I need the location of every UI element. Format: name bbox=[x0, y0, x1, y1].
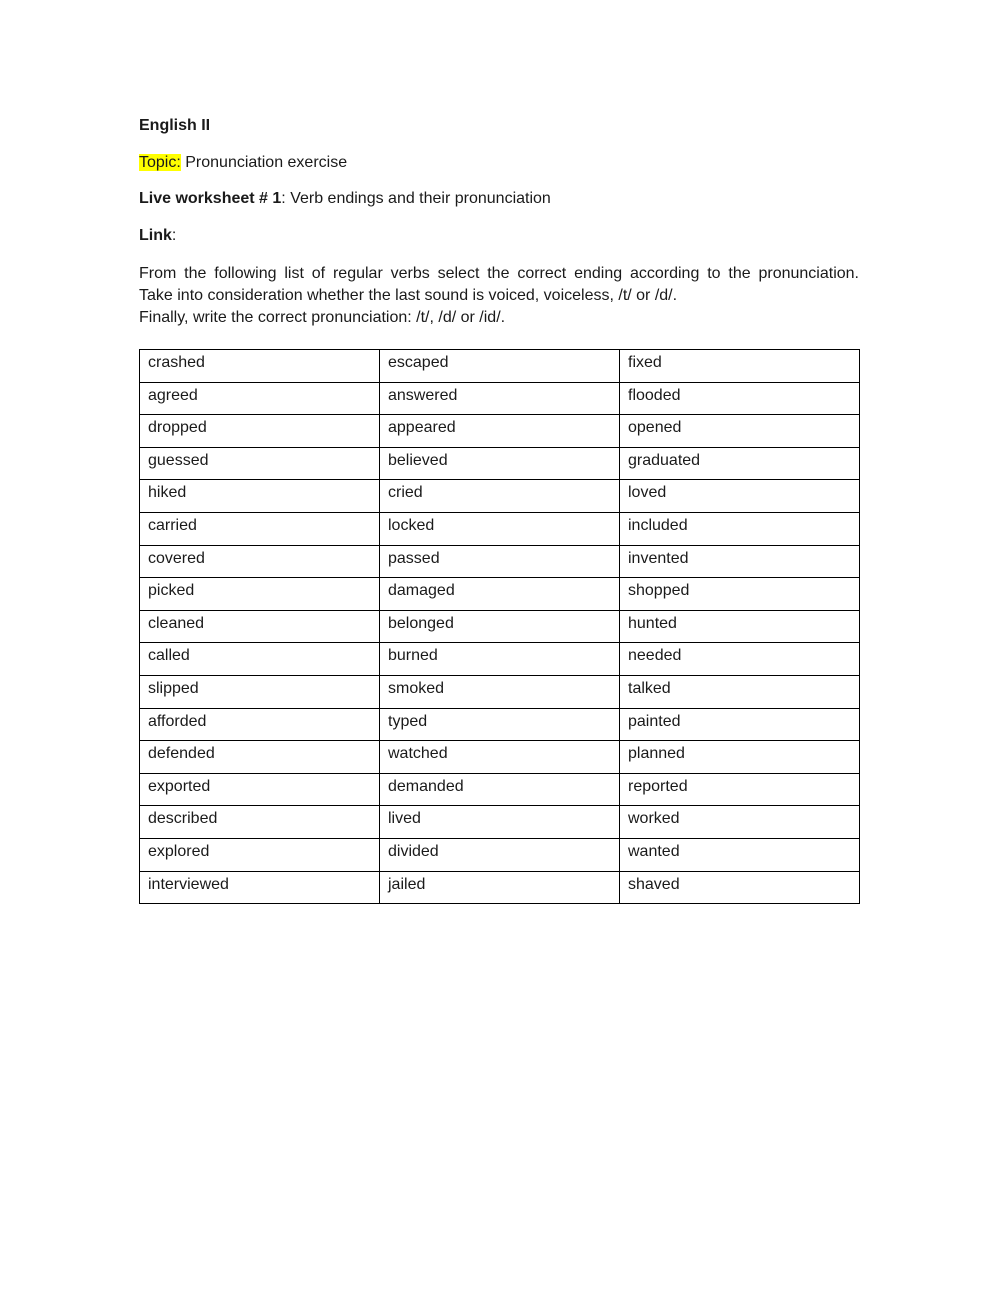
table-cell bbox=[380, 512, 620, 545]
table-cell bbox=[380, 741, 620, 774]
table-cell bbox=[140, 415, 380, 448]
verb-text: watched bbox=[388, 745, 448, 763]
table-row bbox=[140, 610, 860, 643]
table-cell bbox=[380, 708, 620, 741]
verb-text: belonged bbox=[388, 614, 454, 632]
verb-text: painted bbox=[628, 712, 681, 730]
verb-text: hunted bbox=[628, 614, 677, 632]
table-cell bbox=[620, 773, 860, 806]
table-cell bbox=[620, 447, 860, 480]
verb-text: invented bbox=[628, 549, 689, 567]
table-cell bbox=[140, 610, 380, 643]
table-cell bbox=[140, 545, 380, 578]
table-row bbox=[140, 480, 860, 513]
table-cell bbox=[620, 610, 860, 643]
verb-text: defended bbox=[148, 745, 215, 763]
verb-text: appeared bbox=[388, 419, 456, 437]
verb-text: called bbox=[148, 647, 190, 665]
table-cell bbox=[380, 871, 620, 904]
verb-text: wanted bbox=[628, 842, 680, 860]
table-cell bbox=[380, 578, 620, 611]
verb-text: graduated bbox=[628, 451, 701, 469]
table-row bbox=[140, 871, 860, 904]
verb-text: afforded bbox=[148, 712, 207, 730]
verb-text: shopped bbox=[628, 582, 690, 600]
table-cell bbox=[140, 773, 380, 806]
table-cell bbox=[380, 545, 620, 578]
table-cell bbox=[140, 741, 380, 774]
table-cell bbox=[620, 350, 860, 383]
table-cell bbox=[380, 773, 620, 806]
topic-value: Pronunciation exercise bbox=[180, 154, 348, 171]
verb-text: demanded bbox=[388, 777, 464, 795]
link-line bbox=[139, 226, 176, 246]
verb-text: damaged bbox=[388, 582, 455, 600]
verb-text: jailed bbox=[388, 875, 426, 893]
table-cell bbox=[140, 480, 380, 513]
table-cell bbox=[620, 382, 860, 415]
verb-text: believed bbox=[388, 451, 448, 469]
table-cell bbox=[380, 480, 620, 513]
verb-text: guessed bbox=[148, 451, 209, 469]
verb-text: carried bbox=[148, 516, 197, 534]
verb-text: escaped bbox=[388, 354, 449, 371]
table-row bbox=[140, 708, 860, 741]
table-cell bbox=[380, 643, 620, 676]
table-cell bbox=[140, 643, 380, 676]
verb-text: cleaned bbox=[148, 614, 205, 632]
verb-table bbox=[139, 349, 860, 904]
table-cell bbox=[380, 447, 620, 480]
verb-text: smoked bbox=[388, 679, 445, 697]
verb-text: worked bbox=[628, 810, 680, 828]
table-row bbox=[140, 773, 860, 806]
verb-text: cried bbox=[388, 484, 423, 502]
instructions-line-3: Finally, write the correct pronunciation: /t/, /d/ or /id/. bbox=[139, 309, 506, 326]
table-cell bbox=[620, 643, 860, 676]
table-cell bbox=[380, 350, 620, 383]
table-cell bbox=[380, 675, 620, 708]
table-row bbox=[140, 512, 860, 545]
table-cell bbox=[140, 578, 380, 611]
verb-text: passed bbox=[388, 549, 440, 567]
table-cell bbox=[620, 708, 860, 741]
verb-text: reported bbox=[628, 777, 688, 795]
table-cell bbox=[140, 838, 380, 871]
link-suffix: : bbox=[171, 227, 177, 244]
verb-text: exported bbox=[148, 777, 211, 795]
table-cell bbox=[620, 838, 860, 871]
table-cell bbox=[140, 675, 380, 708]
verb-text: explored bbox=[148, 842, 210, 860]
table-cell bbox=[620, 578, 860, 611]
table-cell bbox=[620, 512, 860, 545]
table-row bbox=[140, 806, 860, 839]
verb-text: dropped bbox=[148, 419, 207, 437]
table-cell bbox=[380, 806, 620, 839]
table-cell bbox=[140, 447, 380, 480]
instructions bbox=[139, 263, 859, 329]
verb-text: covered bbox=[148, 549, 205, 567]
table-row bbox=[140, 643, 860, 676]
topic-line bbox=[139, 153, 347, 173]
verb-text: planned bbox=[628, 745, 685, 763]
verb-text: slipped bbox=[148, 679, 199, 697]
link-label: Link bbox=[139, 227, 172, 244]
verb-text: agreed bbox=[148, 386, 198, 404]
verb-text: shaved bbox=[628, 875, 680, 893]
table-cell bbox=[620, 806, 860, 839]
verb-text: burned bbox=[388, 647, 438, 665]
verb-text: crashed bbox=[148, 354, 205, 371]
table-row bbox=[140, 415, 860, 448]
table-cell bbox=[620, 415, 860, 448]
worksheet-line bbox=[139, 189, 551, 209]
table-cell bbox=[140, 350, 380, 383]
table-cell bbox=[620, 675, 860, 708]
verb-text: locked bbox=[388, 516, 435, 534]
instructions-line-2: Take into consideration whether the last sound is voiced, voiceless, /t/ or /d/. bbox=[139, 287, 678, 304]
verb-text: hiked bbox=[148, 484, 187, 502]
table-cell bbox=[380, 382, 620, 415]
table-cell bbox=[380, 838, 620, 871]
table-row bbox=[140, 382, 860, 415]
table-cell bbox=[620, 545, 860, 578]
verb-text: described bbox=[148, 810, 218, 828]
verb-text: fixed bbox=[628, 354, 662, 371]
instructions-line-1: From the following list of regular verbs select the correct ending according to the pronunciation. bbox=[139, 265, 859, 282]
table-row bbox=[140, 675, 860, 708]
verb-text: included bbox=[628, 516, 688, 534]
verb-text: divided bbox=[388, 842, 439, 860]
verb-text: opened bbox=[628, 419, 682, 437]
table-cell bbox=[140, 382, 380, 415]
table-cell bbox=[620, 480, 860, 513]
verb-text: flooded bbox=[628, 386, 681, 404]
verb-text: interviewed bbox=[148, 875, 229, 893]
table-cell bbox=[380, 415, 620, 448]
table-row bbox=[140, 578, 860, 611]
table-cell bbox=[140, 708, 380, 741]
document-title: English II bbox=[139, 117, 211, 134]
verb-text: answered bbox=[388, 386, 458, 404]
table-cell bbox=[140, 871, 380, 904]
verb-text: needed bbox=[628, 647, 682, 665]
table-cell bbox=[620, 871, 860, 904]
worksheet-value: : Verb endings and their pronunciation bbox=[281, 190, 551, 207]
table-cell bbox=[140, 806, 380, 839]
verb-table-body bbox=[140, 350, 860, 904]
table-row bbox=[140, 350, 860, 383]
verb-text: typed bbox=[388, 712, 428, 730]
verb-text: talked bbox=[628, 679, 671, 697]
table-row bbox=[140, 545, 860, 578]
verb-text: picked bbox=[148, 582, 195, 600]
table-row bbox=[140, 447, 860, 480]
topic-label: Topic: bbox=[139, 154, 181, 171]
worksheet-label: Live worksheet # 1 bbox=[139, 190, 282, 207]
verb-text: lived bbox=[388, 810, 421, 828]
table-row bbox=[140, 741, 860, 774]
table-cell bbox=[620, 741, 860, 774]
table-cell bbox=[380, 610, 620, 643]
table-cell bbox=[140, 512, 380, 545]
verb-text: loved bbox=[628, 484, 667, 502]
table-row bbox=[140, 838, 860, 871]
